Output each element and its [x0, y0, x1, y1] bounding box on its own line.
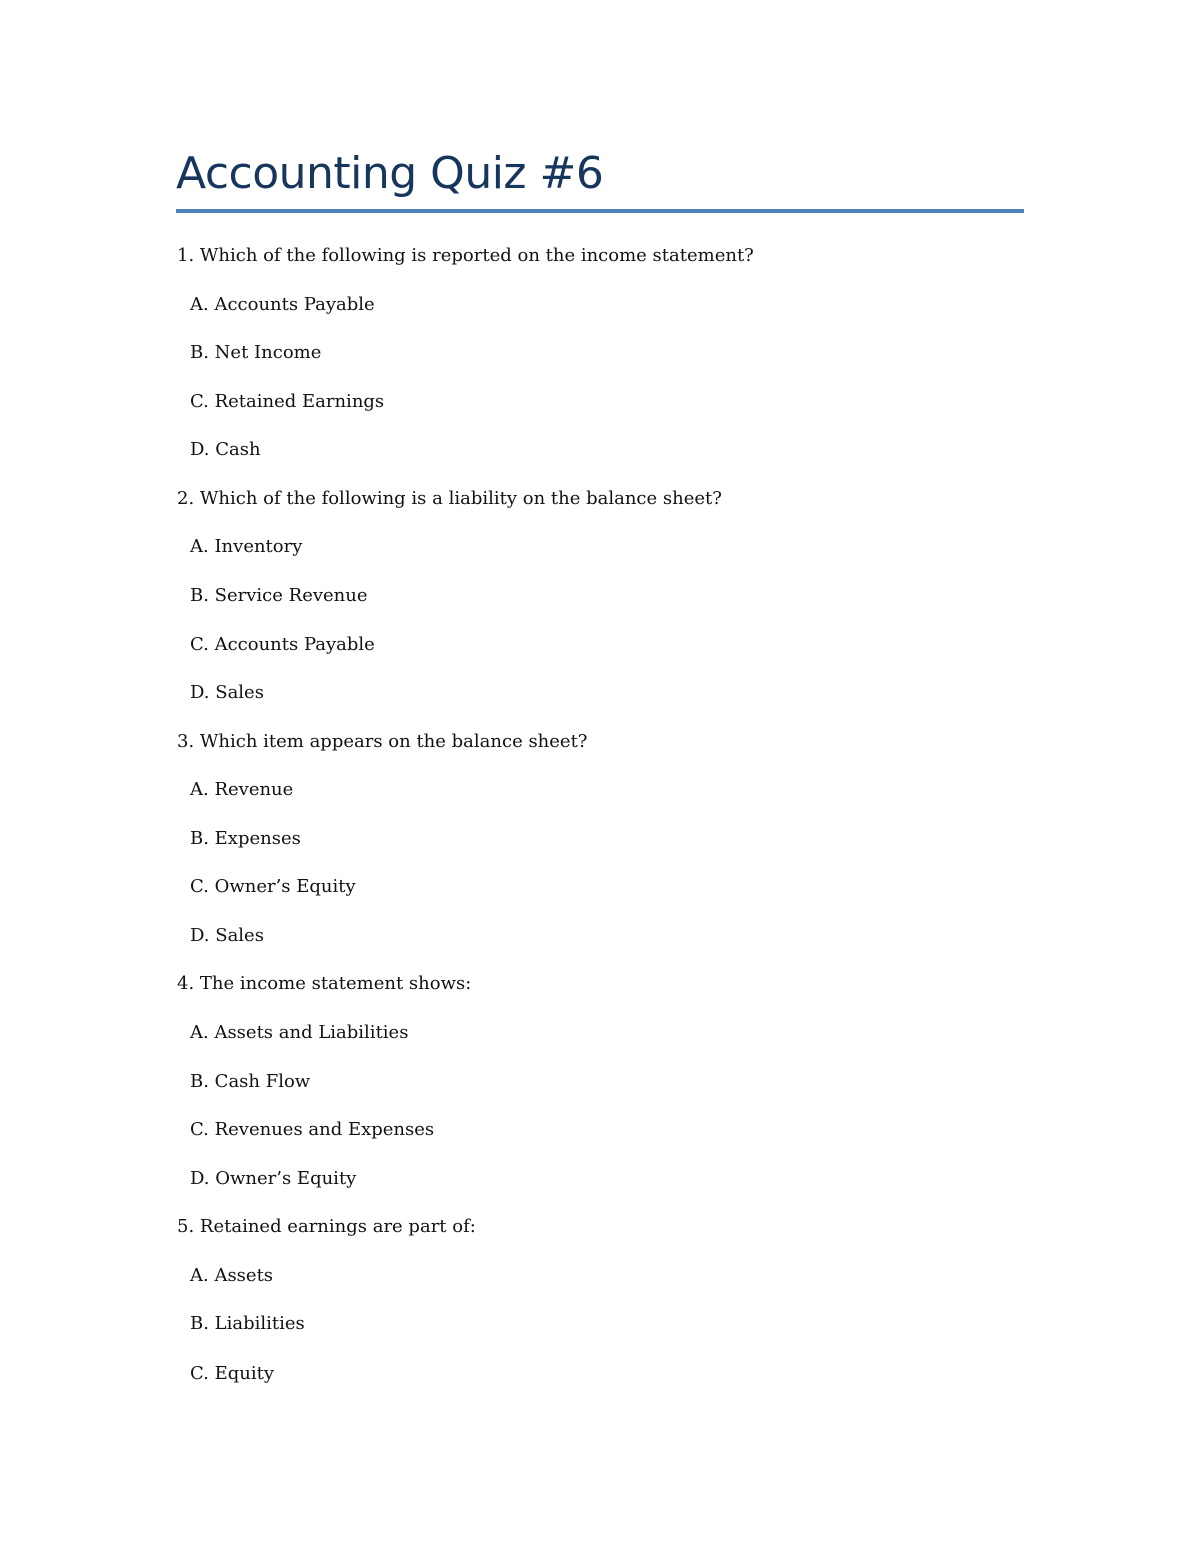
question-1-option-b: B. Net Income	[190, 342, 322, 363]
question-2-option-b: B. Service Revenue	[190, 585, 368, 606]
question-5-option-b: B. Liabilities	[190, 1313, 305, 1334]
question-3-option-a: A. Revenue	[190, 779, 294, 800]
question-4-option-a: A. Assets and Liabilities	[190, 1022, 409, 1043]
question-2-option-d: D. Sales	[190, 682, 264, 703]
question-2-option-a: A. Inventory	[190, 536, 303, 557]
question-4-option-c: C. Revenues and Expenses	[190, 1119, 435, 1140]
question-2: 2. Which of the following is a liability on the balance sheet?	[177, 488, 722, 509]
question-2-option-c: C. Accounts Payable	[190, 634, 375, 655]
question-1-option-d: D. Cash	[190, 439, 261, 460]
question-5-option-a: A. Assets	[190, 1265, 274, 1286]
question-4-option-b: B. Cash Flow	[190, 1071, 311, 1092]
question-3: 3. Which item appears on the balance sheet?	[177, 731, 588, 752]
question-1-option-c: C. Retained Earnings	[190, 391, 385, 412]
question-1: 1. Which of the following is reported on the income statement?	[177, 245, 754, 266]
question-4-option-d: D. Owner’s Equity	[190, 1168, 357, 1189]
question-3-option-b: B. Expenses	[190, 828, 301, 849]
question-1-option-a: A. Accounts Payable	[190, 294, 375, 315]
question-5-option-c: C. Equity	[190, 1363, 274, 1384]
question-5: 5. Retained earnings are part of:	[177, 1216, 476, 1237]
question-4: 4. The income statement shows:	[177, 973, 472, 994]
question-3-option-c: C. Owner’s Equity	[190, 876, 356, 897]
question-3-option-d: D. Sales	[190, 925, 264, 946]
document-title: Accounting Quiz #6	[176, 148, 604, 199]
